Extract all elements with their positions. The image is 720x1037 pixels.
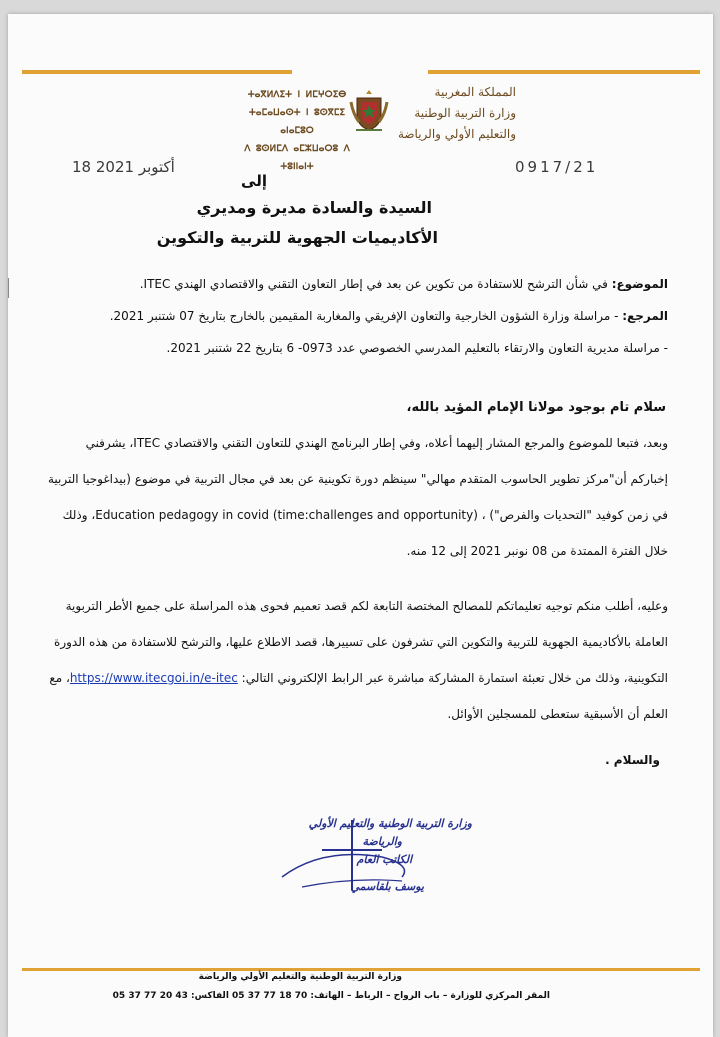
footer-rule	[22, 968, 700, 971]
subject-label: الموضوع:	[611, 277, 668, 291]
reference-item-1: - مراسلة وزارة الشؤون الخارجية والتعاون الإفريقي والمغاربة المقيمين بالخارج بتاريخ 07 شتنبر 2021.	[109, 309, 623, 323]
signature-line-3: الكاتب العام	[356, 853, 412, 866]
header-rule-right	[428, 70, 700, 74]
footer-line-1: وزارة التربية الوطنية والتعليم الأولي والرياضة	[198, 972, 402, 982]
moroccan-coat-of-arms-icon	[348, 88, 390, 134]
reference-number: 0917/21	[515, 158, 599, 176]
paragraph-1: وبعد، فتبعا للموضوع والمرجع المشار إليهما أعلاه، وفي إطار البرنامج الهندي للتعاون التقني والاقتصادي ITEC، يشرفني إخباركم أن"مركز تطوير الحاسوب المتقدم مهالي" سينظم دورة تكوينية عن بعد في مجال التربية في موضوع (بيداغوجيا التربية في زمن كوفيد "التحديات والفرص") ، Education pedagogy in covid (time:challenges and opportunity)، وذلك خلال الفترة الممتدة من 08 نونبر 2021 إلى 12 منه.	[48, 436, 668, 558]
subject-text: في شأن الترشح للاستفادة من تكوين عن بعد في إطار التعاون التقني والاقتصادي الهندي ITEC.	[139, 277, 612, 291]
paragraph-2	[48, 588, 668, 732]
tifinagh-line: ⵜⴰⵎⴰⵡⴰⵙⵜ ⵏ ⵓⵙⴳⵎⵉ ⴰⵏⴰⵎⵓⵔ	[248, 108, 346, 136]
signature-line-4: يوسف بلقاسمي	[350, 880, 424, 893]
reference-line	[48, 308, 668, 324]
subject-line	[48, 276, 668, 292]
arabic-header-line: وزارة التربية الوطنية	[414, 106, 516, 120]
header-rule-left	[22, 70, 292, 74]
reference-label: المرجع:	[622, 309, 668, 323]
paragraph-2-text: وعليه، أطلب منكم توجيه تعليماتكم للمصالح المختصة التابعة لكم قصد تعميم فحوى هذه المراسلة على جميع الأطر التربوية العاملة بالأكاديمية الجهوية للتربية والتكوين التي تشرفون على تسييرها، قصد الاطلاع عليها، والترشح للاستفادة من هذه الدورة التكوينية، وذلك من خلال تعبئة استمارة المشاركة مباشرة عبر الرابط الإلكتروني التالي:	[54, 599, 668, 685]
paragraph-2-end: ، مع العلم أن الأسبقية ستعطى للمسجلين الأوائل.	[49, 671, 668, 721]
recipient-line-1: السيدة والسادة مديرة ومديري	[196, 198, 432, 217]
footer-line-2: المقر المركزي للوزارة – باب الرواح – الرباط – الهاتف: 70 18 77 37 05 الفاكس: 43 20 77 37 05	[112, 991, 550, 1001]
arabic-header-line: المملكة المغربية	[434, 85, 516, 99]
page-edge-mark	[8, 278, 9, 298]
letter-date: 18 أكتوبر 2021	[72, 158, 175, 176]
reference-item-2: - مراسلة مديرية التعاون والارتقاء بالتعليم المدرسي الخصوصي عدد 0973- 6 بتاريخ 22 شتنبر 2021.	[166, 341, 668, 355]
recipient-to: إلى	[241, 172, 267, 190]
recipient-line-2: الأكاديميات الجهوية للتربية والتكوين	[156, 228, 438, 247]
arabic-header	[396, 82, 516, 145]
signature-line-2: والرياضة	[362, 835, 402, 848]
greeting: سلام تام بوجود مولانا الإمام المؤيد بالله،	[406, 400, 666, 415]
closing: والسلام .	[605, 753, 660, 767]
tifinagh-line: ⴷ ⵓⵙⵍⵎⴷ ⴰⵎⵣⵡⴰⵔⵓ ⴷ ⵜⵓⵏⵏⴰⵏⵜ	[244, 144, 350, 172]
tifinagh-header	[232, 86, 362, 176]
signature-line-1: وزارة التربية الوطنية والتعليم الأولي	[308, 817, 472, 830]
tifinagh-line: ⵜⴰⴳⵍⴷⵉⵜ ⵏ ⵍⵎⵖⵔⵉⴱ	[247, 90, 347, 100]
registration-link[interactable]: https://www.itecgoi.in/e-itec	[69, 671, 238, 685]
arabic-header-line: والتعليم الأولي والرياضة	[397, 127, 516, 141]
